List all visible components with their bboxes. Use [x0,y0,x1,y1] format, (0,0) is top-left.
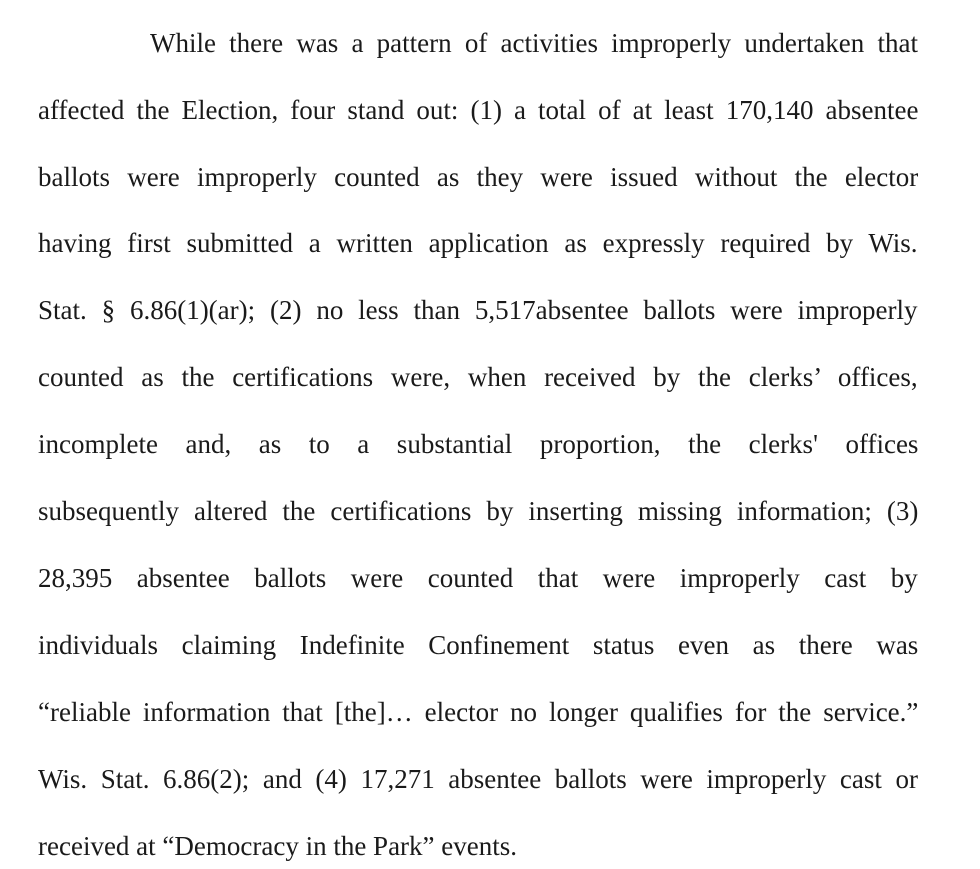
paragraph-line-1: While there was a pattern of activities improperly undertaken that [150,28,918,58]
paragraph-line-13: received at “Democracy in the Park” events. [38,831,518,861]
paragraph-line-7: incomplete and, as to a substantial proportion, the clerks' offices [38,429,919,459]
paragraph-line-2: affected the Election, four stand out: (1) a total of at least 170,140 absentee [38,95,919,125]
paragraph-line-9: 28,395 absentee ballots were counted that were improperly cast by [38,563,918,593]
paragraph-line-4: having first submitted a written application as expressly required by Wis. [38,228,918,258]
paragraph-line-3: ballots were improperly counted as they were issued without the elector [38,162,919,192]
paragraph-line-11: “reliable information that [the]… elector no longer qualifies for the service.” [38,697,919,727]
paragraph-line-6: counted as the certifications were, when received by the clerks’ offices, [38,362,918,392]
paragraph-line-10: individuals claiming Indefinite Confinement status even as there was [38,630,919,660]
paragraph-line-5: Stat. § 6.86(1)(ar); (2) no less than 5,517absentee ballots were improperly [38,295,918,325]
paragraph-line-12: Wis. Stat. 6.86(2); and (4) 17,271 absentee ballots were improperly cast or [38,764,918,794]
paragraph-line-8: subsequently altered the certifications by inserting missing information; (3) [38,496,919,526]
